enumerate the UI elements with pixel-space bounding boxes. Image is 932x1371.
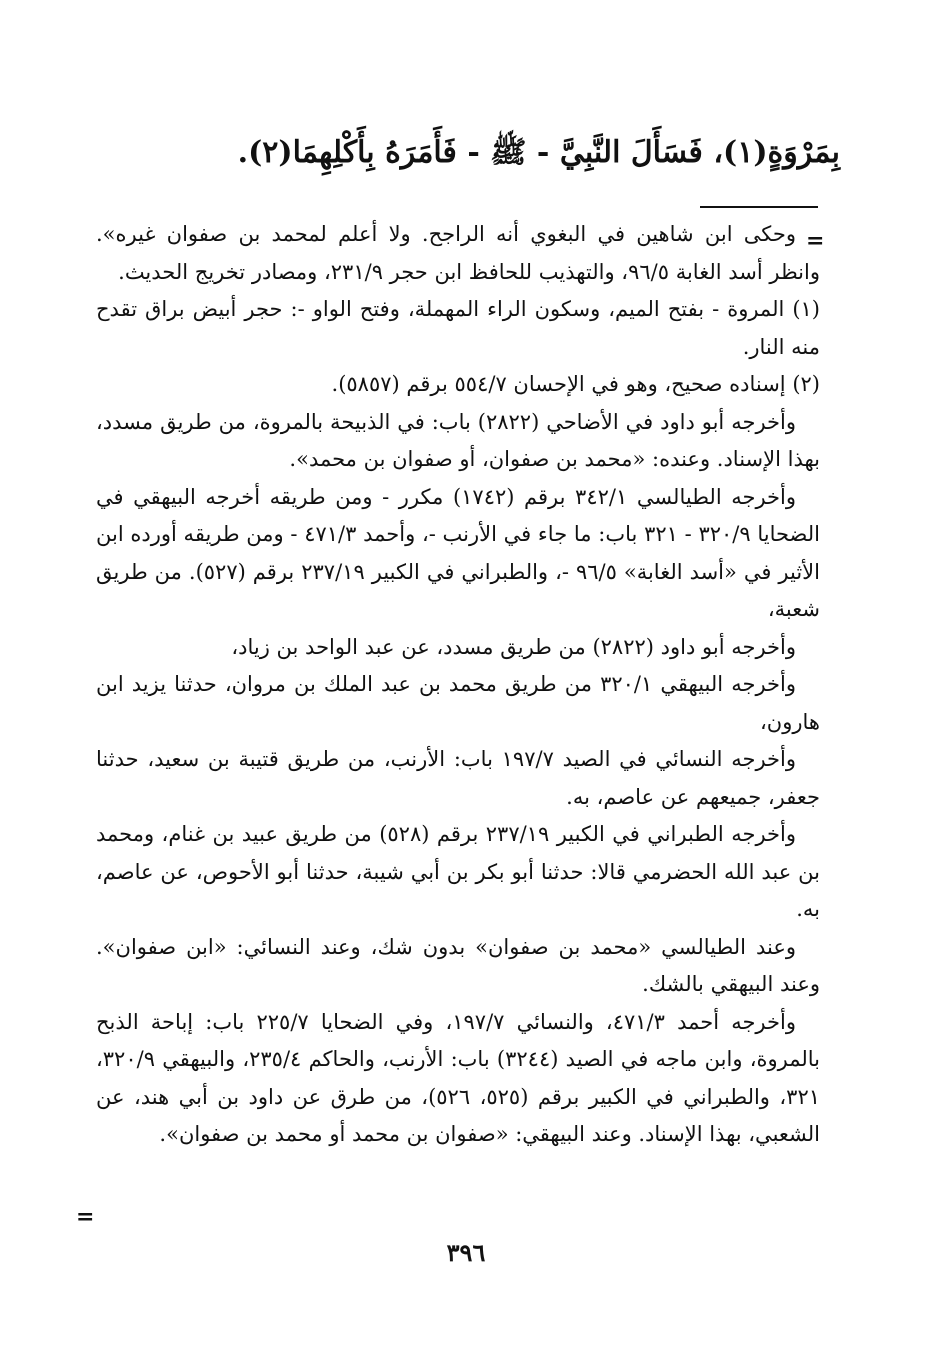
continuation-mark-bottom: =	[76, 1204, 95, 1230]
footnote-paragraph: (١) المروة - بفتح الميم، وسكون الراء المهملة، وفتح الواو -: حجر أبيض براق تقدح منه النار.	[96, 297, 820, 359]
footnote-paragraph: وحكى ابن شاهين في البغوي أنه الراجح. ولا أعلم لمحمد بن صفوان غيره». وانظر أسد الغابة ٩٦/٥، والتهذيب للحافظ ابن حجر ٢٣١/٩، ومصادر تخريج الحديث.	[96, 222, 820, 284]
footnote-paragraph: وأخرجه الطيالسي ٣٤٢/١ برقم (١٧٤٢) مكرر - ومن طريقه أخرجه البيهقي في الضحايا ٣٢٠/٩ - ٣٢١ باب: ما جاء في الأرنب -، وأحمد ٤٧١/٣ - ومن طريقه أورده ابن الأثير في «أسد الغابة» ٩٦/٥ -، والطبراني في الكبير ٢٣٧/١٩ برقم (٥٢٧). من طريق شعبة،	[96, 484, 820, 621]
footnotes	[96, 216, 820, 1154]
footnote-paragraph: وأخرجه أحمد ٤٧١/٣، والنسائي ١٩٧/٧، وفي الضحايا ٢٢٥/٧ باب: إباحة الذبح بالمروة، وابن ماجه في الصيد (٣٢٤٤) باب: الأرنب، والحاكم ٢٣٥/٤، والبيهقي ٣٢٠/٩، ٣٢١، والطبراني في الكبير برقم (٥٢٥، ٥٢٦)، من طرق عن داود بن أبي هند، عن الشعبي، بهذا الإسناد. وعند البيهقي: «صفوان بن محمد أو محمد بن صفوان».	[96, 1009, 821, 1146]
continuation-mark-top: =	[806, 228, 825, 254]
footnote-paragraph: وعند الطيالسي «محمد بن صفوان» بدون شك، وعند النسائي: «ابن صفوان». وعند البيهقي بالشك.	[96, 934, 820, 996]
footnote-paragraph: وأخرجه أبو داود في الأضاحي (٢٨٢٢) باب: في الذبيحة بالمروة، من طريق مسدد، بهذا الإسناد. وعنده: «محمد بن صفوان، أو صفوان بن محمد».	[96, 409, 820, 471]
footnote-separator	[700, 206, 818, 208]
footnote-paragraph: (٢) إسناده صحيح، وهو في الإحسان ٥٥٤/٧ برقم (٥٨٥٧).	[331, 372, 820, 396]
footnote-paragraph: وأخرجه أبو داود (٢٨٢٢) من طريق مسدد، عن عبد الواحد بن زياد،	[231, 634, 796, 659]
main-text: بِمَرْوَةٍ(١)، فَسَأَلَ النَّبِيَّ - ﷺ - فَأَمَرَهُ بِأَكْلِهِمَا(٢).	[237, 135, 840, 170]
footnote-paragraph: وأخرجه النسائي في الصيد ١٩٧/٧ باب: الأرنب، من طريق قتيبة بن سعيد، حدثنا جعفر، جميعهم عن عاصم، به.	[96, 747, 820, 809]
page-number: ٣٩٦	[446, 1238, 486, 1267]
footnote-paragraph: وأخرجه الطبراني في الكبير ٢٣٧/١٩ برقم (٥٢٨) من طريق عبيد بن غنام، ومحمد بن عبد الله الحضرمي قالا: حدثنا أبو بكر بن أبي شيبة، حدثنا أبو الأحوص، عن عاصم، به.	[96, 822, 820, 921]
footnote-paragraph: وأخرجه البيهقي ٣٢٠/١ من طريق محمد بن عبد الملك بن مروان، حدثنا يزيد ابن هارون،	[96, 672, 820, 734]
